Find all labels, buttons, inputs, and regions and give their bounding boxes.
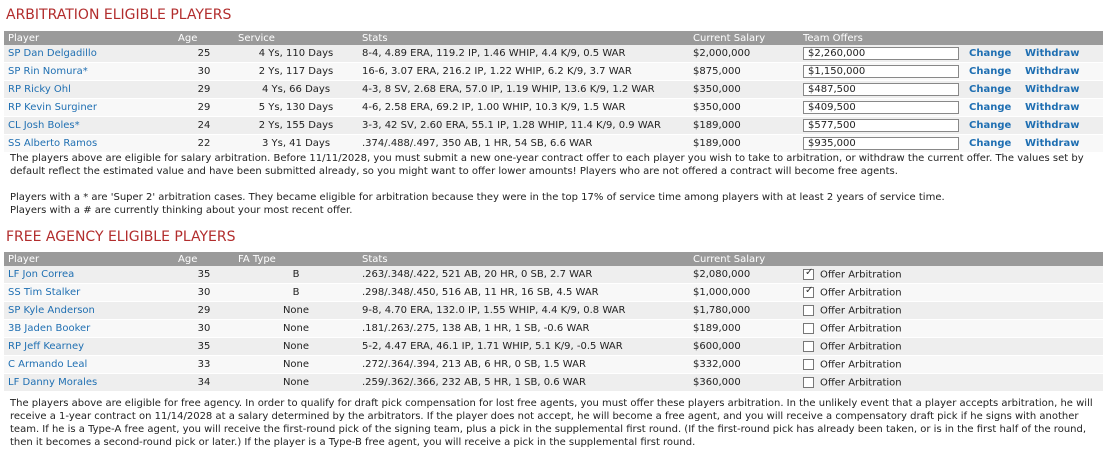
free-agency-row xyxy=(4,374,1103,392)
arbitration-row xyxy=(4,45,1103,63)
withdraw-link[interactable]: Withdraw xyxy=(1025,102,1080,113)
free-agency-section-title: FREE AGENCY ELIGIBLE PLAYERS xyxy=(6,229,236,245)
col-current-salary: Current Salary xyxy=(689,252,799,266)
arbitration-note: The players above are eligible for salary arbitration. Before 11/11/2028, you must submit a new one-year contract offer to each player you wish to take to arbitration, or withdraw the current offer. The values set by default reflect the estimated value and have been submitted already, so you might want to offer lower amounts! Players who are not offered a contract will become free agents. xyxy=(10,153,1084,177)
age-cell: 25 xyxy=(174,45,234,63)
offer-input[interactable] xyxy=(803,119,959,132)
age-cell: 30 xyxy=(174,320,234,338)
col-player: Player xyxy=(4,31,174,45)
arbitration-row xyxy=(4,135,1103,153)
service-cell: 4 Ys, 66 Days xyxy=(234,81,358,99)
stats-cell: 8-4, 4.89 ERA, 119.2 IP, 1.46 WHIP, 4.4 K/9, 0.5 WAR xyxy=(358,45,689,63)
withdraw-cell xyxy=(1021,63,1103,81)
free-agency-table xyxy=(4,252,1103,392)
offer-arbitration-cell xyxy=(799,356,1103,374)
player-cell xyxy=(4,356,174,374)
offer-arbitration-label: Offer Arbitration xyxy=(820,269,902,281)
col-current-salary: Current Salary xyxy=(689,31,799,45)
salary-cell: $189,000 xyxy=(689,135,799,153)
withdraw-link[interactable]: Withdraw xyxy=(1025,66,1080,77)
col-fa-type: FA Type xyxy=(234,252,358,266)
offer-arbitration-cell xyxy=(799,374,1103,392)
player-link[interactable]: SP Rin Nomura* xyxy=(8,66,88,77)
fa-type-cell: None xyxy=(234,374,358,392)
offer-input[interactable] xyxy=(803,101,959,114)
salary-cell: $2,080,000 xyxy=(689,266,799,284)
arbitration-row xyxy=(4,81,1103,99)
withdraw-cell xyxy=(1021,135,1103,153)
free-agency-row xyxy=(4,266,1103,284)
col-age: Age xyxy=(174,31,234,45)
col-stats: Stats xyxy=(358,31,689,45)
offer-cell xyxy=(799,99,965,117)
change-cell xyxy=(965,81,1021,99)
fa-type-cell: B xyxy=(234,284,358,302)
change-cell xyxy=(965,117,1021,135)
withdraw-link[interactable]: Withdraw xyxy=(1025,48,1080,59)
offer-arbitration-label: Offer Arbitration xyxy=(820,377,902,389)
service-cell: 2 Ys, 117 Days xyxy=(234,63,358,81)
col-service: Service xyxy=(234,31,358,45)
offer-arbitration-checkbox[interactable] xyxy=(803,284,814,298)
stats-cell: .181/.263/.275, 138 AB, 1 HR, 1 SB, -0.6 WAR xyxy=(358,320,689,338)
stats-cell: 3-3, 42 SV, 2.60 ERA, 55.1 IP, 1.28 WHIP, 11.4 K/9, 0.9 WAR xyxy=(358,117,689,135)
withdraw-link[interactable]: Withdraw xyxy=(1025,120,1080,131)
player-link[interactable]: SS Tim Stalker xyxy=(8,287,81,298)
player-link[interactable]: LF Danny Morales xyxy=(8,377,98,388)
withdraw-cell xyxy=(1021,45,1103,63)
col-team-offers: Team Offers xyxy=(799,31,1103,45)
change-cell xyxy=(965,63,1021,81)
free-agency-row xyxy=(4,320,1103,338)
player-cell xyxy=(4,81,174,99)
age-cell: 29 xyxy=(174,99,234,117)
arbitration-table xyxy=(4,31,1103,153)
change-link[interactable]: Change xyxy=(969,66,1012,77)
change-cell xyxy=(965,135,1021,153)
offer-arbitration-cell xyxy=(799,338,1103,356)
stats-cell: 4-3, 8 SV, 2.68 ERA, 57.0 IP, 1.19 WHIP, 13.6 K/9, 1.2 WAR xyxy=(358,81,689,99)
player-cell xyxy=(4,284,174,302)
player-cell xyxy=(4,374,174,392)
free-agency-row xyxy=(4,338,1103,356)
offer-arbitration-cell xyxy=(799,320,1103,338)
check-icon: ✓ xyxy=(805,284,814,296)
check-icon: ✓ xyxy=(805,266,814,278)
player-cell xyxy=(4,302,174,320)
salary-cell: $1,780,000 xyxy=(689,302,799,320)
offer-arbitration-checkbox[interactable] xyxy=(803,305,814,316)
player-link[interactable]: RP Ricky Ohl xyxy=(8,84,71,95)
age-cell: 24 xyxy=(174,117,234,135)
age-cell: 29 xyxy=(174,302,234,320)
age-cell: 34 xyxy=(174,374,234,392)
age-cell: 33 xyxy=(174,356,234,374)
player-link[interactable]: C Armando Leal xyxy=(8,359,88,370)
offer-input[interactable] xyxy=(803,137,959,150)
salary-cell: $350,000 xyxy=(689,81,799,99)
player-cell xyxy=(4,266,174,284)
salary-cell: $189,000 xyxy=(689,320,799,338)
offer-input[interactable] xyxy=(803,83,959,96)
salary-cell: $2,000,000 xyxy=(689,45,799,63)
player-cell xyxy=(4,99,174,117)
salary-cell: $1,000,000 xyxy=(689,284,799,302)
offer-arbitration-label: Offer Arbitration xyxy=(820,287,902,299)
free-agency-note: The players above are eligible for free agency. In order to qualify for draft pick compensation for lost free agents, you must offer these players arbitration. In the unlikely event that a player accepts arbitration, he will receive a 1-year contract on 11/14/2028 at a salary determined by the arbitrators. If the player does not accept, he will become a free agent, and you will receive a compensatory draft pick if he signs with another team. If he is a Type-A free agent, you will receive the first-round pick of the signing team, plus a pick in the supplemental first round. (If the first-round pick has already been taken, or is in the first half of the round, then it becomes a second-round pick or later.) If the player is a Type-B free agent, you will receive a pick in the supplemental first round. xyxy=(10,398,1093,448)
offer-cell xyxy=(799,117,965,135)
free-agency-row xyxy=(4,302,1103,320)
offer-arbitration-label: Offer Arbitration xyxy=(820,305,902,317)
offer-arbitration-cell xyxy=(799,302,1103,320)
fa-type-cell: None xyxy=(234,338,358,356)
free-agency-row xyxy=(4,284,1103,302)
arbitration-row xyxy=(4,63,1103,81)
stats-cell: 16-6, 3.07 ERA, 216.2 IP, 1.22 WHIP, 6.2 K/9, 3.7 WAR xyxy=(358,63,689,81)
arbitration-row xyxy=(4,99,1103,117)
offer-arbitration-checkbox[interactable] xyxy=(803,359,814,370)
thinking-note: Players with a # are currently thinking about your most recent offer. xyxy=(10,205,353,216)
offer-arbitration-checkbox[interactable] xyxy=(803,323,814,334)
offer-cell xyxy=(799,81,965,99)
player-link[interactable]: LF Jon Correa xyxy=(8,269,75,280)
withdraw-cell xyxy=(1021,99,1103,117)
stats-cell: .298/.348/.450, 516 AB, 11 HR, 16 SB, 4.5 WAR xyxy=(358,284,689,302)
fa-type-cell: None xyxy=(234,356,358,374)
offer-input[interactable] xyxy=(803,65,959,78)
age-cell: 35 xyxy=(174,338,234,356)
offer-cell xyxy=(799,135,965,153)
age-cell: 29 xyxy=(174,81,234,99)
age-cell: 35 xyxy=(174,266,234,284)
stats-cell: .374/.488/.497, 350 AB, 1 HR, 54 SB, 6.6 WAR xyxy=(358,135,689,153)
offer-arbitration-checkbox[interactable] xyxy=(803,266,814,280)
player-link[interactable]: RP Jeff Kearney xyxy=(8,341,85,352)
super2-note: Players with a * are 'Super 2' arbitration cases. They became eligible for arbitration because they were in the top 17% of service time among players with at least 2 years of service time. xyxy=(10,192,945,203)
fa-type-cell: None xyxy=(234,302,358,320)
col-age: Age xyxy=(174,252,234,266)
player-cell xyxy=(4,135,174,153)
arbitration-row xyxy=(4,117,1103,135)
change-cell xyxy=(965,99,1021,117)
age-cell: 30 xyxy=(174,284,234,302)
service-cell: 5 Ys, 130 Days xyxy=(234,99,358,117)
change-link[interactable]: Change xyxy=(969,48,1012,59)
player-cell xyxy=(4,320,174,338)
player-cell xyxy=(4,117,174,135)
free-agency-header-row xyxy=(4,252,1103,266)
player-link[interactable]: SS Alberto Ramos xyxy=(8,138,98,149)
change-link[interactable]: Change xyxy=(969,138,1012,149)
stats-cell: .272/.364/.394, 213 AB, 6 HR, 0 SB, 1.5 WAR xyxy=(358,356,689,374)
col-stats: Stats xyxy=(358,252,689,266)
offer-cell xyxy=(799,63,965,81)
service-cell: 3 Ys, 41 Days xyxy=(234,135,358,153)
service-cell: 2 Ys, 155 Days xyxy=(234,117,358,135)
col-offer-arbitration xyxy=(799,252,1103,266)
offer-arbitration-cell xyxy=(799,266,1103,284)
arbitration-header-row xyxy=(4,31,1103,45)
offer-arbitration-checkbox[interactable] xyxy=(803,341,814,352)
stats-cell: 9-8, 4.70 ERA, 132.0 IP, 1.55 WHIP, 4.4 K/9, 0.8 WAR xyxy=(358,302,689,320)
player-cell xyxy=(4,45,174,63)
stats-cell: .259/.362/.366, 232 AB, 5 HR, 1 SB, 0.6 WAR xyxy=(358,374,689,392)
player-link[interactable]: 3B Jaden Booker xyxy=(8,323,91,334)
withdraw-cell xyxy=(1021,117,1103,135)
salary-cell: $332,000 xyxy=(689,356,799,374)
salary-cell: $350,000 xyxy=(689,99,799,117)
offer-arbitration-label: Offer Arbitration xyxy=(820,323,902,335)
arbitration-section-title: ARBITRATION ELIGIBLE PLAYERS xyxy=(6,7,232,23)
fa-type-cell: B xyxy=(234,266,358,284)
player-cell xyxy=(4,63,174,81)
offer-arbitration-cell xyxy=(799,284,1103,302)
age-cell: 22 xyxy=(174,135,234,153)
salary-cell: $189,000 xyxy=(689,117,799,135)
change-link[interactable]: Change xyxy=(969,120,1012,131)
stats-cell: .263/.348/.422, 521 AB, 20 HR, 0 SB, 2.7 WAR xyxy=(358,266,689,284)
withdraw-cell xyxy=(1021,81,1103,99)
age-cell: 30 xyxy=(174,63,234,81)
withdraw-link[interactable]: Withdraw xyxy=(1025,138,1080,149)
stats-cell: 4-6, 2.58 ERA, 69.2 IP, 1.00 WHIP, 10.3 K/9, 1.5 WAR xyxy=(358,99,689,117)
withdraw-link[interactable]: Withdraw xyxy=(1025,84,1080,95)
offer-arbitration-checkbox[interactable] xyxy=(803,377,814,388)
change-link[interactable]: Change xyxy=(969,102,1012,113)
player-link[interactable]: SP Kyle Anderson xyxy=(8,305,95,316)
player-cell xyxy=(4,338,174,356)
salary-cell: $600,000 xyxy=(689,338,799,356)
player-link[interactable]: CL Josh Boles* xyxy=(8,120,80,131)
salary-cell: $875,000 xyxy=(689,63,799,81)
offer-arbitration-label: Offer Arbitration xyxy=(820,359,902,371)
stats-cell: 5-2, 4.47 ERA, 46.1 IP, 1.71 WHIP, 5.1 K/9, -0.5 WAR xyxy=(358,338,689,356)
change-cell xyxy=(965,45,1021,63)
change-link[interactable]: Change xyxy=(969,84,1012,95)
salary-cell: $360,000 xyxy=(689,374,799,392)
offer-cell xyxy=(799,45,965,63)
col-player: Player xyxy=(4,252,174,266)
offer-arbitration-label: Offer Arbitration xyxy=(820,341,902,353)
player-link[interactable]: RP Kevin Surginer xyxy=(8,102,97,113)
fa-type-cell: None xyxy=(234,320,358,338)
player-link[interactable]: SP Dan Delgadillo xyxy=(8,48,97,59)
offer-input[interactable] xyxy=(803,47,959,60)
free-agency-row xyxy=(4,356,1103,374)
service-cell: 4 Ys, 110 Days xyxy=(234,45,358,63)
